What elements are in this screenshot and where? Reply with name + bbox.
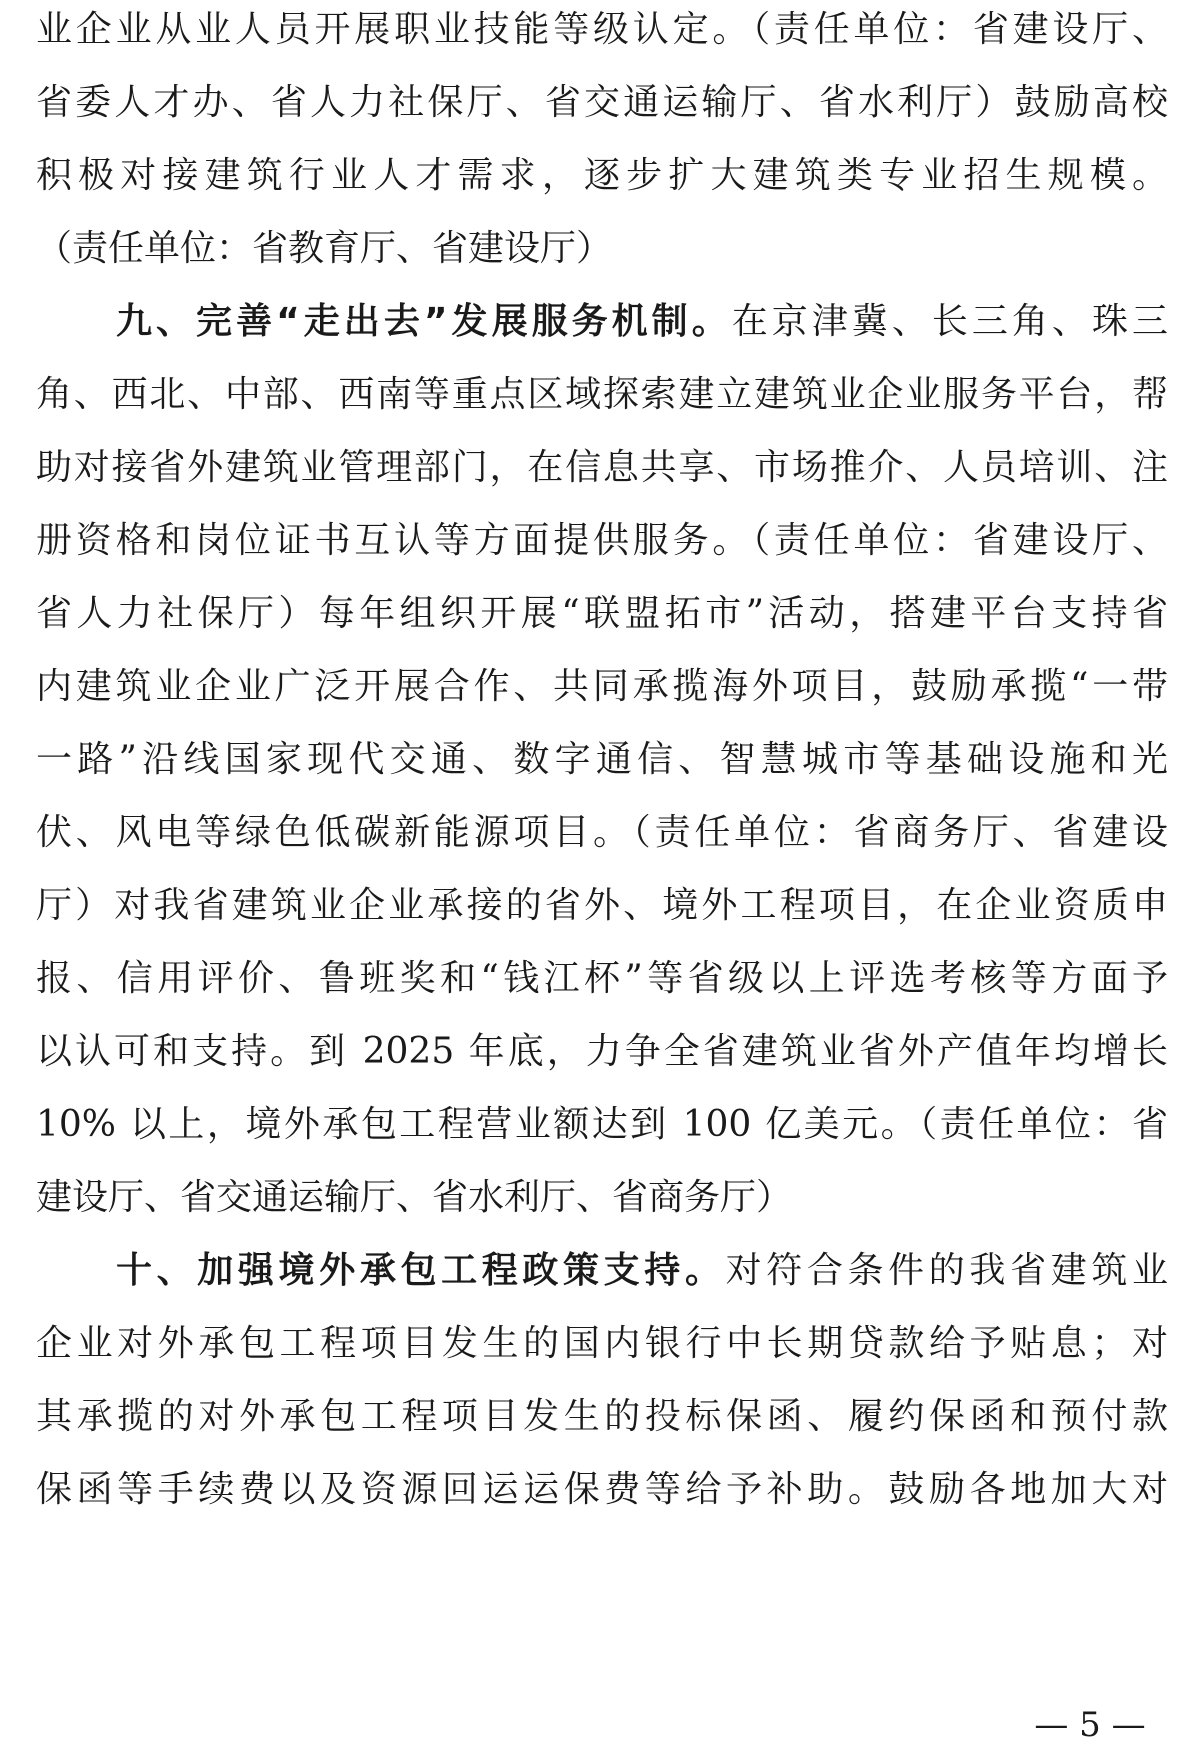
section-9-first-line-text: 在京津冀、长三角、珠三	[731, 301, 1168, 342]
paragraph-line: 省人力社保厅）每年组织开展“联盟拓市”活动，搭建平台支持省	[36, 593, 1168, 634]
page-number: — 5 —	[1034, 1705, 1146, 1745]
paragraph-line: 助对接省外建筑业管理部门，在信息共享、市场推介、人员培训、注	[36, 447, 1168, 488]
paragraph-line: 伏、风电等绿色低碳新能源项目。（责任单位：省商务厅、省建设	[36, 812, 1168, 853]
paragraph-line: 积极对接建筑行业人才需求，逐步扩大建筑类专业招生规模。	[36, 155, 1168, 196]
section-9-heading: 九、完善“走出去”发展服务机制。	[116, 301, 732, 342]
paragraph-line: 业企业从业人员开展职业技能等级认定。（责任单位：省建设厅、	[36, 9, 1168, 50]
paragraph-line: 其承揽的对外承包工程项目发生的投标保函、履约保函和预付款	[36, 1396, 1168, 1437]
section-9-first-line	[116, 292, 1168, 352]
section-10-heading: 十、加强境外承包工程政策支持。	[116, 1250, 726, 1291]
paragraph-line: 省委人才办、省人力社保厅、省交通运输厅、省水利厅）鼓励高校	[36, 82, 1168, 123]
section-10-first-line	[116, 1241, 1168, 1301]
paragraph-line: （责任单位：省教育厅、省建设厅）	[36, 228, 613, 269]
paragraph-line: 报、信用评价、鲁班奖和“钱江杯”等省级以上评选考核等方面予	[36, 958, 1168, 999]
paragraph-line: 角、西北、中部、西南等重点区域探索建立建筑业企业服务平台，帮	[36, 374, 1168, 415]
paragraph-line: 建设厅、省交通运输厅、省水利厅、省商务厅）	[36, 1177, 793, 1218]
paragraph-line: 企业对外承包工程项目发生的国内银行中长期贷款给予贴息；对	[36, 1323, 1168, 1364]
paragraph-line: 10% 以上，境外承包工程营业额达到 100 亿美元。（责任单位：省	[36, 1104, 1168, 1145]
paragraph-line: 内建筑业企业广泛开展合作、共同承揽海外项目，鼓励承揽“一带	[36, 666, 1168, 707]
paragraph-line: 以认可和支持。到 2025 年底，力争全省建筑业省外产值年均增长	[36, 1031, 1168, 1072]
paragraph-line: 册资格和岗位证书互认等方面提供服务。（责任单位：省建设厅、	[36, 520, 1168, 561]
paragraph-line: 一路”沿线国家现代交通、数字通信、智慧城市等基础设施和光	[36, 739, 1168, 780]
section-10-first-line-text: 对符合条件的我省建筑业	[725, 1250, 1168, 1291]
paragraph-line: 保函等手续费以及资源回运运保费等给予补助。鼓励各地加大对	[36, 1469, 1168, 1510]
paragraph-line: 厅）对我省建筑业企业承接的省外、境外工程项目，在企业资质申	[36, 885, 1168, 926]
